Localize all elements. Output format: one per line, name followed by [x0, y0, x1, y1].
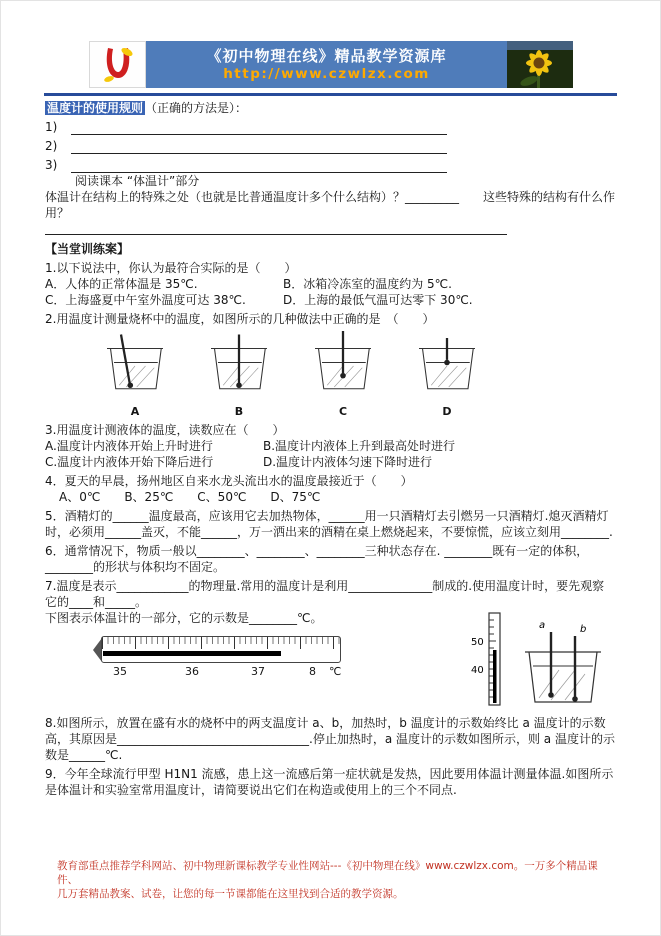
training-header: 【当堂训练案】 [45, 242, 130, 256]
blank-line-1 [71, 122, 447, 135]
q4-options: A、0℃ B、25℃ C、50℃ D、75℃ [59, 490, 321, 504]
ruler-num-37: 37 [251, 665, 265, 678]
banner-url-link[interactable]: http://www.czwlzx.com [223, 65, 430, 82]
q1-option-c: C．上海盛夏中午室外温度可达 38℃. [45, 293, 246, 307]
structure-question: 体温计在结构上的特殊之处（也就是比普通温度计多个什么结构）？_________ 这些特殊的结构有什么作用？ [45, 190, 616, 220]
mercury-column [103, 651, 281, 656]
q7-left-column [45, 610, 445, 684]
rule-blank-row-2 [45, 137, 616, 154]
reading-note: 阅读课本 “体温计”部分 [75, 174, 200, 188]
banner-title: 《初中物理在线》精品教学资源库 [206, 46, 447, 65]
q7-text-2: 下图表示体温计的一部分，它的示数是________℃。 [45, 611, 323, 625]
blank-line-3 [71, 160, 447, 173]
beaker-figure-a [97, 331, 173, 418]
q3-option-c: C.温度计内液体开始下降后进行 [45, 455, 214, 469]
q8-text: 8.如图所示，放置在盛有水的烧杯中的两支温度计 a、b，加热时，b 温度计的示数始终比 a 温度计的示数高，其原因是________________________________.停止加热时，a 温度计的示数如图所示，则 a 温度计的示数是______℃. [45, 716, 615, 762]
sunflower-photo [507, 41, 573, 88]
q4-text: 4．夏天的早晨，扬州地区自来水龙头流出水的温度最接近于（ ） [45, 474, 413, 488]
q7-figure-row [45, 610, 616, 712]
beaker-b-icon [201, 331, 277, 401]
q1-option-d: D．上海的最低气温可达零下 30℃. [283, 293, 473, 307]
logo-icon [98, 45, 138, 85]
rule-blank-row-3 [45, 156, 616, 173]
rule-blank-row-1 [45, 118, 616, 135]
q8-figure [459, 610, 611, 712]
beaker-a-icon [97, 331, 173, 401]
q1-option-b: B．冰箱冷冻室的温度约为 5℃. [283, 277, 452, 291]
q1-text: 1.以下说法中，你认为最符合实际的是（ ） [45, 261, 297, 275]
q3-option-a: A.温度计内液体开始上升时进行 [45, 439, 213, 453]
fig-label-40: 40 [471, 665, 484, 676]
worksheet-body [45, 100, 616, 798]
site-banner [89, 41, 573, 88]
q1-options [45, 276, 616, 308]
beaker-d-icon [409, 331, 485, 401]
q2-text: 2.用温度计测量烧杯中的温度，如图所示的几种做法中正确的是 （ ） [45, 312, 435, 326]
ruler-num-36: 36 [185, 665, 199, 678]
beaker-d-label: D [442, 405, 452, 418]
rules-heading-rest: （正确的方法是）： [145, 101, 248, 115]
q9-text: 9．今年全球流行甲型 H1N1 流感，患上这一流感后第一症状就是发热，因此要用体温计测量体温.如图所示是体温计和实验室常用温度计，请简要说出它们在构造或使用上的三个不同点. [45, 767, 614, 797]
thermometer-and-beaker-icon [459, 610, 611, 708]
q3-options [45, 438, 616, 470]
fig-label-50: 50 [471, 637, 484, 648]
divider-line [44, 93, 617, 96]
footer-line-2: 几万套精品教案、试卷，让您的每一节课都能在这里找到合适的教学资源。 [57, 888, 404, 900]
ruler-num-35: 35 [113, 665, 127, 678]
beaker-figure-d [409, 331, 485, 418]
body-thermometer-figure [101, 636, 353, 682]
blank-label-3: 3) [45, 158, 58, 172]
blank-label-2: 2) [45, 139, 58, 153]
rules-heading [45, 100, 616, 116]
blank-line-2 [71, 141, 447, 154]
q3-option-b: B.温度计内液体上升到最高处时进行 [263, 439, 456, 453]
beaker-a-label: A [130, 405, 140, 418]
site-footer [57, 859, 617, 901]
answer-line [45, 221, 507, 235]
beaker-figure-b [201, 331, 277, 418]
banner-text-area [146, 41, 507, 88]
thermometer-numbers [101, 663, 353, 679]
q6-text: 6．通常情况下，物质一般以________、________、________三种状态存在. ________既有一定的体积，________的形状与体积均不固定。 [45, 544, 589, 574]
beaker-figure-c [305, 331, 381, 418]
beaker-c-label: C [338, 405, 348, 418]
beaker-c-icon [305, 331, 381, 401]
q7-text: 7.温度是表示____________的物理量.常用的温度计是利用______________制成的.使用温度计时，要先观察它的____和_____。 [45, 579, 605, 609]
thermometer-scale [101, 636, 341, 663]
fig-label-a: a [539, 620, 546, 631]
fig-label-b: b [580, 624, 587, 635]
beaker-b-label: B [234, 405, 244, 418]
ruler-num-38: 8 [309, 665, 316, 678]
q2-figure [97, 331, 616, 418]
q5-text: 5．酒精灯的______温度最高，应该用它去加热物体，______用一只酒精灯去引燃另一只酒精灯.熄灭酒精灯时，必须用______盖灭，不能______，万一洒出来的酒精在桌上燃烧起来，不要惊慌，应该立刻用________. [45, 509, 613, 539]
ruler-unit: ℃ [329, 665, 342, 678]
blank-label-1: 1) [45, 120, 58, 134]
q3-option-d: D.温度计内液体匀速下降时进行 [263, 455, 433, 469]
footer-line-1: 教育部重点推荐学科网站、初中物理新课标教学专业性网站---《初中物理在线》www.czwlzx.com。一万多个精品课件、 [57, 860, 598, 886]
sunflower-icon [507, 41, 573, 88]
q1-option-a: A．人体的正常体温是 35℃. [45, 277, 198, 291]
site-logo [89, 41, 146, 88]
q3-text: 3.用温度计测液体的温度，读数应在（ ） [45, 423, 285, 437]
rules-heading-highlight: 温度计的使用规则 [47, 101, 144, 115]
